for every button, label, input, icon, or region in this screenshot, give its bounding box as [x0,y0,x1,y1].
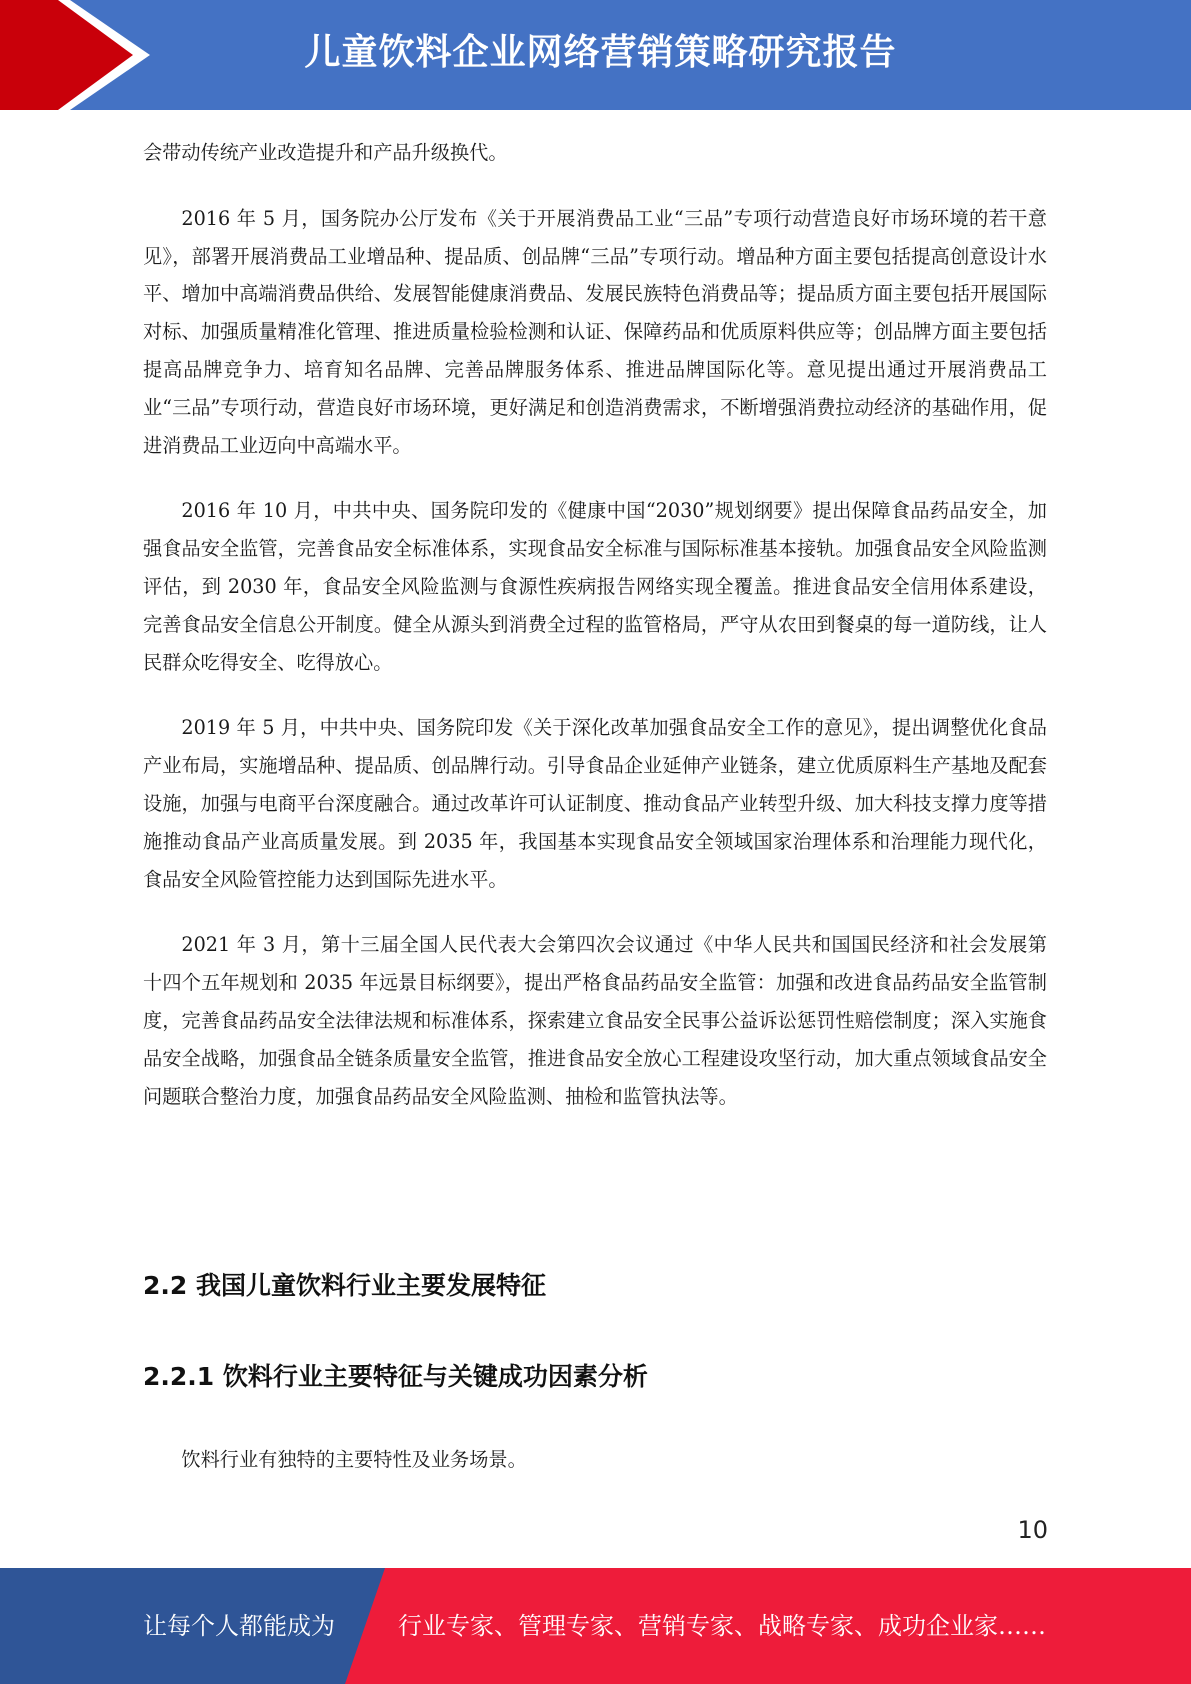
chevron-arrow-icon [0,0,150,110]
paragraph-continuation: 会带动传统产业改造提升和产品升级换代。 [143,141,508,164]
paragraph-2021-march: 2021 年 3 月，第十三届全国人民代表大会第四次会议通过《中华人民共和国国民经济和社会发展第十四个五年规划和 2035 年远景目标纲要》，提出严格食品药品安全监管：加强和改进食品药品安全监管制度，完善食品药品安全法律法规和标准体系，探索建立食品安全民事公益诉讼惩罚性赔偿制度；深入实施食品安全战略，加强食品全链条质量安全监管，推进食品安全放心工程建设攻坚行动，加大重点领域食品安全问题联合整治力度，加强食品药品安全风险监测、抽检和监管执法等。 [143,933,1047,1108]
section-heading: 2.2 我国儿童饮料行业主要发展特征 [143,1271,546,1300]
footer-slogan-left: 让每个人都能成为 [143,1612,335,1640]
page-header [0,0,1191,110]
paragraph-2016-october: 2016 年 10 月，中共中央、国务院印发的《健康中国“2030”规划纲要》提出保障食品药品安全，加强食品安全监管，完善食品安全标准体系，实现食品安全标准与国际标准基本接轨。加强食品安全风险监测评估，到 2030 年，食品安全风险监测与食源性疾病报告网络实现全覆盖。推进食品安全信用体系建设，完善食品安全信息公开制度。健全从源头到消费全过程的监管格局，严守从农田到餐桌的每一道防线，让人民群众吃得安全、吃得放心。 [143,499,1047,674]
paragraph-2016-may: 2016 年 5 月，国务院办公厅发布《关于开展消费品工业“三品”专项行动营造良好市场环境的若干意见》，部署开展消费品工业增品种、提品质、创品牌“三品”专项行动。增品种方面主要包括提高创意设计水平、增加中高端消费品供给、发展智能健康消费品、发展民族特色消费品等；提品质方面主要包括开展国际对标、加强质量精准化管理、推进质量检验检测和认证、保障药品和优质原料供应等；创品牌方面主要包括提高品牌竞争力、培育知名品牌、完善品牌服务体系、推进品牌国际化等。意见提出通过开展消费品工业“三品”专项行动，营造良好市场环境，更好满足和创造消费需求，不断增强消费拉动经济的基础作用，促进消费品工业迈向中高端水平。 [143,206,1047,457]
paragraph-2019-may: 2019 年 5 月，中共中央、国务院印发《关于深化改革加强食品安全工作的意见》，提出调整优化食品产业布局，实施增品种、提品质、创品牌行动。引导食品企业延伸产业链条，建立优质原料生产基地及配套设施，加强与电商平台深度融合。通过改革许可认证制度、推动食品产业转型升级、加大科技支撑力度等措施推动食品产业高质量发展。到 2035 年，我国基本实现食品安全领域国家治理体系和治理能力现代化，食品安全风险管控能力达到国际先进水平。 [143,716,1047,891]
subsection-body [143,1441,1047,1479]
body-content [143,134,1047,1115]
page-number: 10 [1017,1516,1048,1544]
subsection-heading: 2.2.1 饮料行业主要特征与关键成功因素分析 [143,1362,648,1391]
page-footer [0,1568,1191,1684]
footer-slogan-right: 行业专家、管理专家、营销专家、战略专家、成功企业家…… [398,1612,1046,1640]
document-title: 儿童饮料企业网络营销策略研究报告 [304,32,897,73]
subsection-intro: 饮料行业有独特的主要特性及业务场景。 [181,1448,527,1471]
